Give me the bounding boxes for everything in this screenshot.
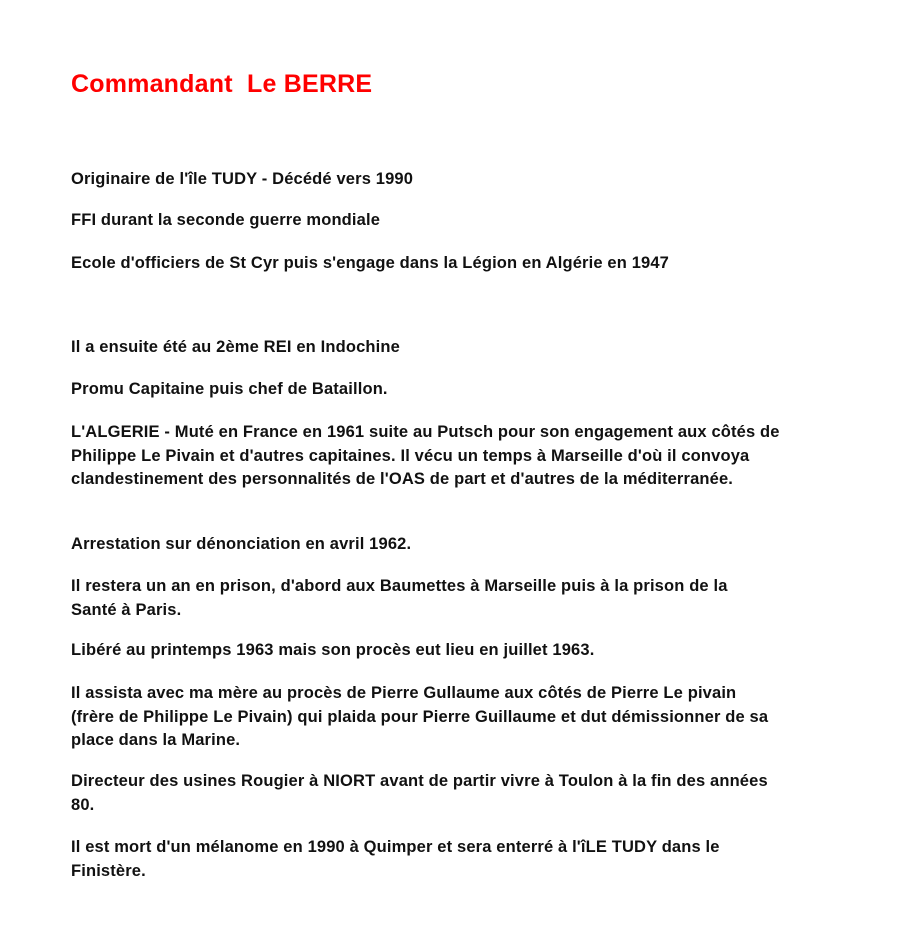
paragraph-directeur: Directeur des usines Rougier à NIORT avant de partir vivre à Toulon à la fin des années 80. xyxy=(71,772,768,814)
paragraph-algerie: L'ALGERIE - Muté en France en 1961 suite au Putsch pour son engagement aux côtés de Philippe Le Pivain et d'autres capitaines. Il vécu un temps à Marseille d'où il convoya clandestinement des personnalités de l'OAS de part et d'autres de la méditerranée. xyxy=(71,423,780,488)
paragraph-origin: Originaire de l'île TUDY - Décédé vers 1990 xyxy=(71,170,414,188)
paragraph-deces: Il est mort d'un mélanome en 1990 à Quimper et sera enterré à l'îLE TUDY dans le Finistère. xyxy=(71,838,720,880)
paragraph-saint-cyr: Ecole d'officiers de St Cyr puis s'engage dans la Légion en Algérie en 1947 xyxy=(71,254,669,272)
paragraph-proces: Il assista avec ma mère au procès de Pierre Gullaume aux côtés de Pierre Le pivain (frère de Philippe Le Pivain) qui plaida pour Pierre Guillaume et dut démissionner de sa place dans la Marine. xyxy=(71,684,769,749)
paragraph-arrestation: Arrestation sur dénonciation en avril 1962. xyxy=(71,535,412,553)
page-title: Commandant Le BERRE xyxy=(71,70,373,98)
paragraph-libere: Libéré au printemps 1963 mais son procès eut lieu en juillet 1963. xyxy=(71,641,595,659)
paragraph-indochine: Il a ensuite été au 2ème REI en Indochine xyxy=(71,338,400,356)
paragraph-prison: Il restera un an en prison, d'abord aux Baumettes à Marseille puis à la prison de la Santé à Paris. xyxy=(71,577,728,619)
paragraph-promotion: Promu Capitaine puis chef de Bataillon. xyxy=(71,380,388,398)
paragraph-ffi: FFI durant la seconde guerre mondiale xyxy=(71,211,381,229)
